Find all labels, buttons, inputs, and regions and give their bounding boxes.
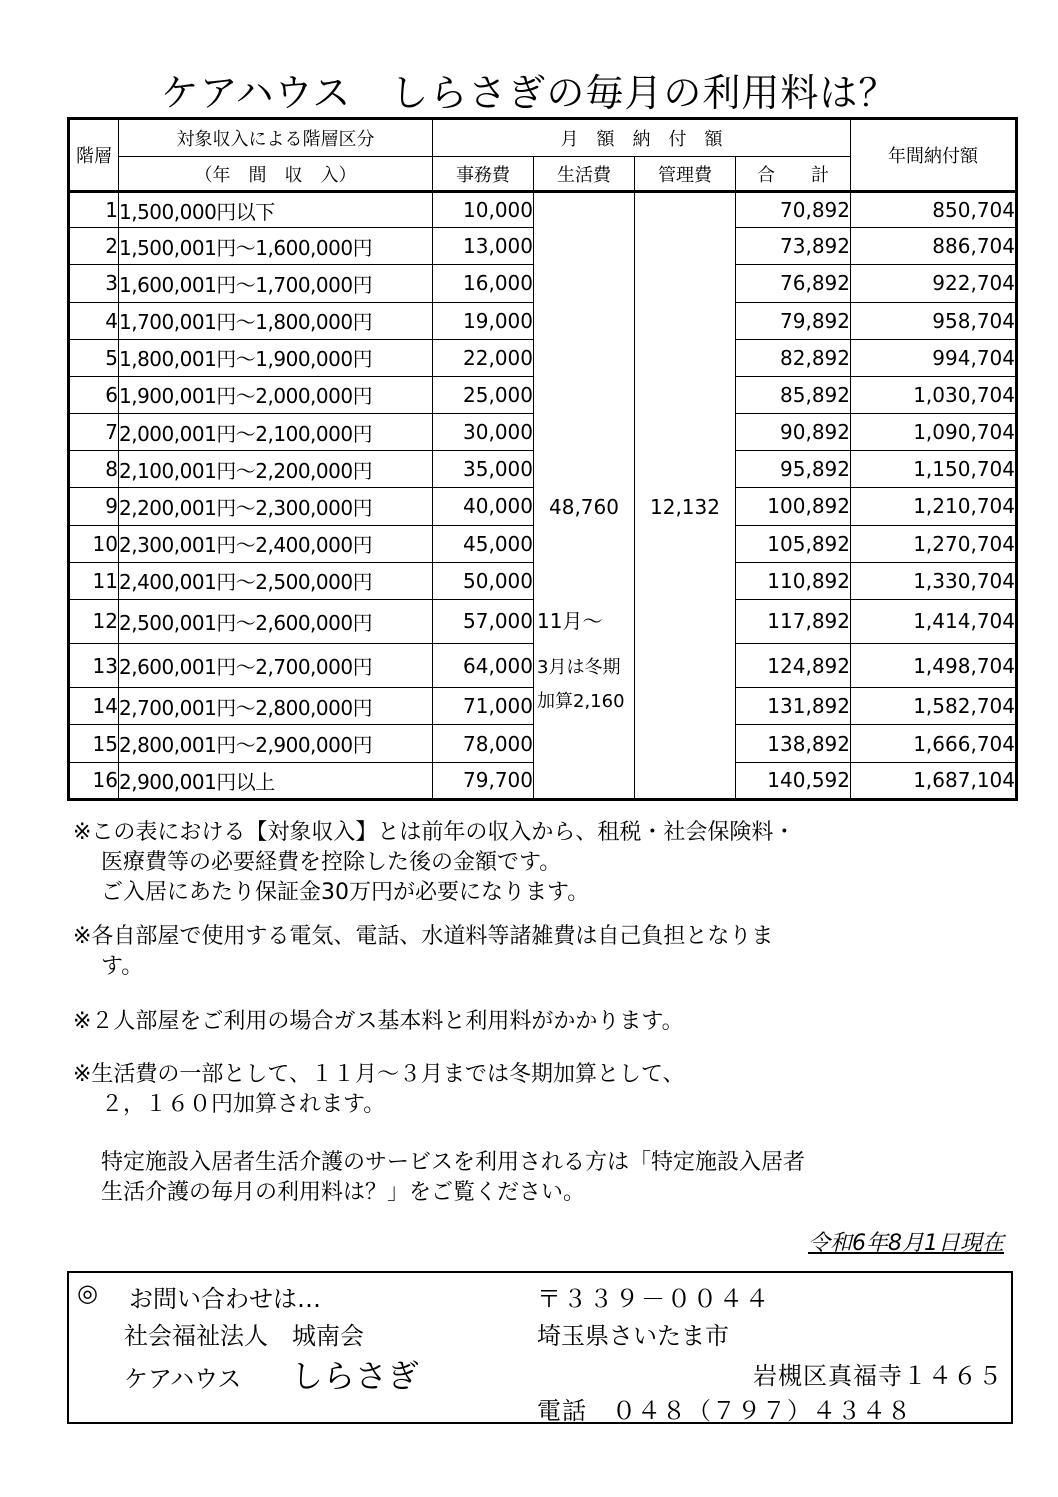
note-1-line-2: 医療費等の必要経費を控除した後の金額です。 (101, 850, 562, 875)
annual-cell: 1,030,704 (851, 376, 1017, 413)
contact-address: 岩槻区真福寺１４６５ (753, 1362, 1003, 1390)
income-cell: 2,700,001円～2,800,000円 (119, 688, 433, 725)
annual-cell: 1,414,704 (851, 599, 1017, 643)
annual-cell: 1,687,104 (851, 762, 1017, 799)
contact-mark: ◎ (77, 1279, 98, 1307)
tier-cell: 10 (69, 525, 119, 562)
office-fee-cell: 71,000 (433, 688, 534, 725)
income-cell: 2,900,001円以上 (119, 762, 433, 799)
income-cell: 2,000,001円～2,100,000円 (119, 414, 433, 451)
income-cell: 1,500,000円以下 (119, 192, 433, 228)
tier-cell: 3 (69, 265, 119, 302)
total-cell: 138,892 (736, 725, 851, 762)
note-2 (73, 922, 773, 982)
income-cell: 2,600,001円～2,700,000円 (119, 644, 433, 688)
total-cell: 95,892 (736, 451, 851, 488)
header-income-category: 対象収入による階層区分 (119, 119, 433, 157)
note-1 (73, 818, 795, 908)
note-2-line-2: す。 (101, 954, 144, 979)
contact-corp: 社会福祉法人 城南会 (124, 1322, 364, 1350)
note-5-line-1: 特定施設入居者生活介護のサービスを利用される方は「特定施設入居者 (101, 1150, 806, 1175)
annual-cell: 1,498,704 (851, 644, 1017, 688)
note-4 (73, 1060, 685, 1120)
annual-cell: 1,666,704 (851, 725, 1017, 762)
tier-cell: 12 (69, 599, 119, 643)
winter-note-line-1: 11月～ (537, 609, 603, 633)
tier-cell: 4 (69, 302, 119, 339)
total-cell: 82,892 (736, 339, 851, 376)
annual-cell: 1,270,704 (851, 525, 1017, 562)
contact-phone: 電話 ０４８（７９７）４３４８ (537, 1397, 912, 1425)
income-cell: 2,100,001円～2,200,000円 (119, 451, 433, 488)
contact-facility-name: しらさぎ (291, 1357, 420, 1395)
table-row (69, 192, 1017, 228)
tier-cell: 15 (69, 725, 119, 762)
income-cell: 1,700,001円～1,800,000円 (119, 302, 433, 339)
tier-cell: 13 (69, 644, 119, 688)
tier-cell: 1 (69, 192, 119, 228)
tier-cell: 7 (69, 414, 119, 451)
tier-cell: 9 (69, 488, 119, 525)
note-3: ※２人部屋をご利用の場合ガス基本料と利用料がかかります。 (73, 1009, 684, 1034)
note-1-line-3: ご入居にあたり保証金30万円が必要になります。 (101, 880, 590, 905)
income-cell: 2,300,001円～2,400,000円 (119, 525, 433, 562)
total-cell: 131,892 (736, 688, 851, 725)
office-fee-cell: 50,000 (433, 562, 534, 599)
income-cell: 2,200,001円～2,300,000円 (119, 488, 433, 525)
income-cell: 2,500,001円～2,600,000円 (119, 599, 433, 643)
annual-cell: 1,582,704 (851, 688, 1017, 725)
winter-note-line-2: 3月は冬期 (537, 657, 621, 678)
total-cell: 110,892 (736, 562, 851, 599)
note-1-line-1: ※この表における【対象収入】とは前年の収入から、租税・社会保険料・ (73, 820, 796, 845)
total-cell: 117,892 (736, 599, 851, 643)
header-monthly: 月 額 納 付 額 (433, 119, 851, 157)
header-income-sub: （年 間 収 入） (119, 157, 433, 192)
total-cell: 73,892 (736, 228, 851, 265)
tier-cell: 2 (69, 228, 119, 265)
total-cell: 76,892 (736, 265, 851, 302)
income-cell: 1,900,001円～2,000,000円 (119, 376, 433, 413)
total-cell: 124,892 (736, 644, 851, 688)
as-of-date: 令和6年8月1日現在 (808, 1231, 1004, 1256)
page-title: ケアハウス しらさぎの毎月の利用料は？ (160, 71, 898, 115)
header-tier: 階層 (69, 119, 119, 192)
total-cell: 140,592 (736, 762, 851, 799)
note-5-line-2: 生活介護の毎月の利用料は？」をご覧ください。 (101, 1180, 586, 1205)
annual-cell: 886,704 (851, 228, 1017, 265)
total-cell: 85,892 (736, 376, 851, 413)
tier-cell: 6 (69, 376, 119, 413)
header-office: 事務費 (433, 157, 534, 192)
annual-cell: 994,704 (851, 339, 1017, 376)
annual-cell: 1,150,704 (851, 451, 1017, 488)
office-fee-cell: 40,000 (433, 488, 534, 525)
tier-cell: 11 (69, 562, 119, 599)
management-fee-cell (635, 192, 736, 800)
total-cell: 90,892 (736, 414, 851, 451)
contact-facility-prefix: ケアハウス (124, 1365, 242, 1393)
office-fee-cell: 16,000 (433, 265, 534, 302)
note-2-line-1: ※各自部屋で使用する電気、電話、水道料等諸雑費は自己負担となりま (73, 924, 774, 949)
income-cell: 2,800,001円～2,900,000円 (119, 725, 433, 762)
annual-cell: 922,704 (851, 265, 1017, 302)
income-cell: 1,800,001円～1,900,000円 (119, 339, 433, 376)
annual-cell: 1,210,704 (851, 488, 1017, 525)
income-cell: 1,500,001円～1,600,000円 (119, 228, 433, 265)
tier-cell: 5 (69, 339, 119, 376)
office-fee-cell: 10,000 (433, 192, 534, 228)
header-living: 生活費 (534, 157, 635, 192)
annual-cell: 1,090,704 (851, 414, 1017, 451)
office-fee-cell: 35,000 (433, 451, 534, 488)
income-cell: 1,600,001円～1,700,000円 (119, 265, 433, 302)
tier-cell: 16 (69, 762, 119, 799)
living-fee-value: 48,760 (549, 495, 619, 519)
header-annual: 年間納付額 (851, 119, 1017, 192)
annual-cell: 958,704 (851, 302, 1017, 339)
fee-table-body (69, 192, 1017, 800)
office-fee-cell: 78,000 (433, 725, 534, 762)
header-total: 合 計 (736, 157, 851, 192)
contact-postal: 〒３３９－００４４ (537, 1285, 771, 1313)
winter-note-line-3: 加算2,160 (537, 691, 625, 712)
office-fee-cell: 13,000 (433, 228, 534, 265)
note-5 (73, 1148, 805, 1208)
note-4-line-2: ２，１６０円加算されます。 (101, 1092, 386, 1117)
total-cell: 70,892 (736, 192, 851, 228)
annual-cell: 850,704 (851, 192, 1017, 228)
office-fee-cell: 25,000 (433, 376, 534, 413)
office-fee-cell: 45,000 (433, 525, 534, 562)
income-cell: 2,400,001円～2,500,000円 (119, 562, 433, 599)
total-cell: 100,892 (736, 488, 851, 525)
office-fee-cell: 64,000 (433, 644, 534, 688)
fee-table (67, 117, 1018, 801)
tier-cell: 8 (69, 451, 119, 488)
header-management: 管理費 (635, 157, 736, 192)
contact-box (67, 1271, 1013, 1424)
office-fee-cell: 57,000 (433, 599, 534, 643)
office-fee-cell: 22,000 (433, 339, 534, 376)
total-cell: 105,892 (736, 525, 851, 562)
annual-cell: 1,330,704 (851, 562, 1017, 599)
office-fee-cell: 79,700 (433, 762, 534, 799)
tier-cell: 14 (69, 688, 119, 725)
total-cell: 79,892 (736, 302, 851, 339)
contact-pref-city: 埼玉県さいたま市 (537, 1322, 729, 1350)
office-fee-cell: 19,000 (433, 302, 534, 339)
management-fee-value: 12,132 (650, 495, 720, 519)
note-4-line-1: ※生活費の一部として、１１月～３月までは冬期加算として、 (73, 1062, 685, 1087)
living-fee-cell (534, 192, 635, 800)
office-fee-cell: 30,000 (433, 414, 534, 451)
contact-label: お問い合わせは… (129, 1285, 321, 1313)
